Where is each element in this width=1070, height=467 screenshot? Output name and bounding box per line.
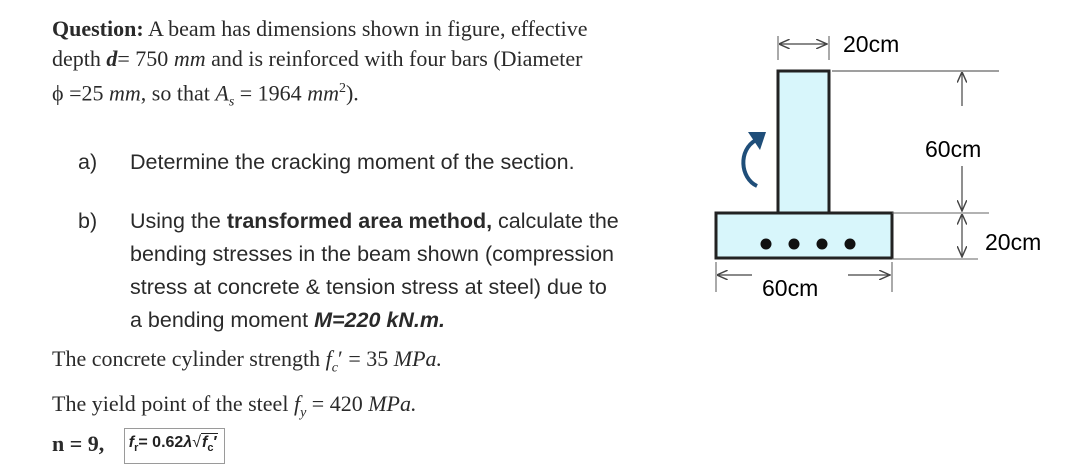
dim-flange-width-label: 60cm [762,275,819,301]
bending-moment-value: M=220 kN.m. [314,308,445,332]
dim-web-width [778,36,829,60]
as-subscript: s [228,94,235,110]
fc-symbol: f [325,346,332,371]
fr-root-f: f [202,434,208,451]
fy-symbol: f [293,391,301,416]
as-unit: mm [307,80,339,106]
unit-mm: mm [173,46,206,71]
phi-symbol: ϕ [52,80,64,106]
modular-ratio: n = 9, [52,431,105,457]
part-b-line3: stress at concrete & tension stress at steel) due to [130,275,607,299]
fy-unit: MPa. [368,391,417,416]
beam-flange [716,213,892,258]
part-a [78,146,698,180]
question-line-2-rest: and is reinforced with four bars (Diameter [211,46,583,71]
fc-unit: MPa. [393,346,443,371]
unit-mm-2: mm [109,80,141,106]
so-that-text: , so that [140,80,210,106]
fr-coefficient: = 0.62 [138,434,184,451]
fc-prime: ′ [338,346,343,371]
part-b-line2: bending stresses in the beam shown (compression [130,242,615,266]
fr-subscript: r [134,442,139,455]
rebar [789,239,800,250]
question-heading: Question: [52,16,144,41]
question-line-3-end: ). [345,80,359,106]
part-b-method: transformed area method, [226,209,493,233]
dim-web-height-label: 60cm [925,136,982,162]
fc-subscript: c [331,360,339,376]
part-b-label: b) [78,209,98,233]
rebar [761,239,772,250]
modular-ratio-line [52,428,225,464]
question-line-1: A beam has dimensions shown in figure, effective [147,16,588,41]
diameter-value: =25 [69,80,104,106]
sqrt-radicand [201,433,218,455]
dim-flange-height-label: 20cm [985,229,1042,255]
dim-web-width-label: 20cm [843,31,900,57]
part-b [78,205,698,340]
part-b-line4-pre: a bending moment [130,308,309,332]
part-a-label: a) [78,150,98,174]
concrete-strength-line [52,346,442,376]
fr-root-prime: ′ [213,434,218,451]
lambda-symbol: λ [183,434,193,451]
beam-web [778,71,829,213]
part-b-line1-post: calculate the [498,209,619,233]
fr-root-subscript: c [207,442,214,455]
steel-yield-label: The yield point of the steel [52,391,289,416]
fy-value: = 420 [311,391,363,416]
concrete-strength-label: The concrete cylinder strength [52,346,321,371]
as-value: = 1964 [239,80,302,106]
question-paragraph [52,14,587,118]
as-symbol: A [215,80,229,106]
moment-arrow-icon [743,132,766,186]
rebar [817,239,828,250]
rupture-formula-box [124,428,226,464]
fc-value: = 35 [348,346,389,371]
d-symbol: d [106,46,118,71]
fy-subscript: y [300,405,307,421]
beam-section-figure [700,0,1070,467]
as-unit-exponent: 2 [338,81,346,96]
depth-value: = 750 [117,46,169,71]
rebar [845,239,856,250]
part-a-text: Determine the cracking moment of the section. [130,150,575,174]
fr-symbol: f [128,434,135,451]
sqrt-sign: √ [192,434,202,451]
question-depth-label: depth [52,46,101,71]
part-b-line1-pre: Using the [130,209,221,233]
steel-yield-line [52,391,416,421]
